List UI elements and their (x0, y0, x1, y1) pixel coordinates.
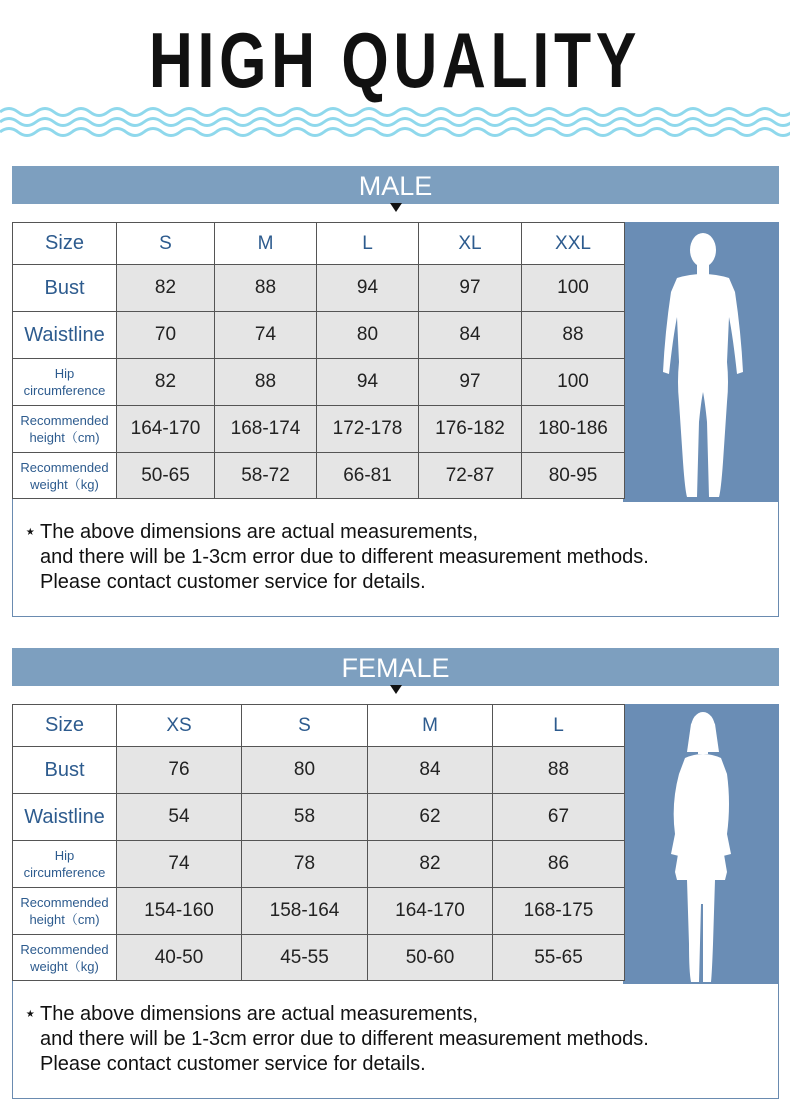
table-header-row (13, 223, 625, 265)
male-size-table (12, 222, 625, 499)
table-cell: 40-50 (117, 935, 242, 981)
table-cell: 70 (117, 312, 215, 359)
header-cell: Size (13, 223, 117, 265)
female-banner: FEMALE (12, 648, 779, 686)
table-cell: 45-55 (242, 935, 368, 981)
table-cell: 78 (242, 841, 368, 888)
female-size-section (12, 648, 779, 1100)
table-cell: 164-170 (368, 888, 493, 935)
table-cell: 82 (117, 359, 215, 406)
table-cell: 50-65 (117, 453, 215, 499)
table-cell: 180-186 (522, 406, 625, 453)
header-cell: XS (117, 705, 242, 747)
table-cell: 164-170 (117, 406, 215, 453)
table-cell: 84 (419, 312, 522, 359)
male-figure-panel (623, 222, 779, 502)
note-line: and there will be 1-3cm error due to different measurement methods. (40, 1028, 649, 1050)
table-cell: 66-81 (317, 453, 419, 499)
row-label: Bust (13, 265, 117, 312)
male-measurement-note (24, 520, 649, 595)
table-cell: 54 (117, 794, 242, 841)
row-label: Recommended height（cm) (13, 888, 117, 935)
table-cell: 154-160 (117, 888, 242, 935)
row-label: Waistline (13, 794, 117, 841)
arrow-down-icon (390, 685, 402, 694)
row-label: Hip circumference (13, 359, 117, 406)
header-cell: Size (13, 705, 117, 747)
header-cell: M (215, 223, 317, 265)
note-line: Please contact customer service for details. (40, 571, 426, 593)
table-cell: 55-65 (493, 935, 625, 981)
header-cell: S (242, 705, 368, 747)
table-cell: 172-178 (317, 406, 419, 453)
header-cell: XL (419, 223, 522, 265)
table-row (13, 935, 625, 981)
table-row (13, 312, 625, 359)
table-row (13, 747, 625, 794)
row-label: Recommended height（cm) (13, 406, 117, 453)
table-cell: 100 (522, 359, 625, 406)
wave-divider (0, 104, 790, 140)
table-cell: 88 (215, 265, 317, 312)
male-size-section (12, 166, 779, 618)
table-cell: 76 (117, 747, 242, 794)
note-line: Please contact customer service for details. (40, 1053, 426, 1075)
table-row (13, 406, 625, 453)
table-cell: 82 (117, 265, 215, 312)
table-cell: 88 (522, 312, 625, 359)
row-label: Hip circumference (13, 841, 117, 888)
female-silhouette-icon (623, 704, 779, 984)
table-cell: 176-182 (419, 406, 522, 453)
header-cell: L (317, 223, 419, 265)
table-cell: 84 (368, 747, 493, 794)
female-figure-panel (623, 704, 779, 984)
row-label: Bust (13, 747, 117, 794)
table-cell: 168-174 (215, 406, 317, 453)
table-cell: 158-164 (242, 888, 368, 935)
table-cell: 50-60 (368, 935, 493, 981)
table-row (13, 888, 625, 935)
table-cell: 88 (215, 359, 317, 406)
table-row (13, 453, 625, 499)
asterisk-icon: ⋆ (24, 1003, 37, 1025)
row-label: Recommended weight（kg) (13, 453, 117, 499)
table-cell: 94 (317, 265, 419, 312)
table-cell: 97 (419, 359, 522, 406)
table-cell: 74 (117, 841, 242, 888)
asterisk-icon: ⋆ (24, 521, 37, 543)
note-line: and there will be 1-3cm error due to different measurement methods. (40, 546, 649, 568)
table-row (13, 359, 625, 406)
table-cell: 100 (522, 265, 625, 312)
table-cell: 88 (493, 747, 625, 794)
table-cell: 62 (368, 794, 493, 841)
table-cell: 168-175 (493, 888, 625, 935)
row-label: Waistline (13, 312, 117, 359)
row-label: Recommended weight（kg) (13, 935, 117, 981)
female-size-table (12, 704, 625, 981)
header-cell: XXL (522, 223, 625, 265)
table-cell: 58 (242, 794, 368, 841)
header-cell: L (493, 705, 625, 747)
note-line: The above dimensions are actual measurements, (40, 521, 479, 543)
table-cell: 94 (317, 359, 419, 406)
table-cell: 80 (317, 312, 419, 359)
page-title: HIGH QUALITY (148, 16, 642, 104)
table-cell: 74 (215, 312, 317, 359)
header-cell: M (368, 705, 493, 747)
female-measurement-note (24, 1002, 649, 1077)
table-cell: 97 (419, 265, 522, 312)
table-cell: 82 (368, 841, 493, 888)
male-silhouette-icon (623, 222, 779, 502)
table-cell: 80-95 (522, 453, 625, 499)
header-cell: S (117, 223, 215, 265)
table-row (13, 841, 625, 888)
table-cell: 67 (493, 794, 625, 841)
table-row (13, 265, 625, 312)
table-cell: 72-87 (419, 453, 522, 499)
table-cell: 86 (493, 841, 625, 888)
arrow-down-icon (390, 203, 402, 212)
table-cell: 58-72 (215, 453, 317, 499)
male-banner: MALE (12, 166, 779, 204)
note-line: The above dimensions are actual measurements, (40, 1003, 479, 1025)
table-row (13, 794, 625, 841)
table-cell: 80 (242, 747, 368, 794)
table-header-row (13, 705, 625, 747)
